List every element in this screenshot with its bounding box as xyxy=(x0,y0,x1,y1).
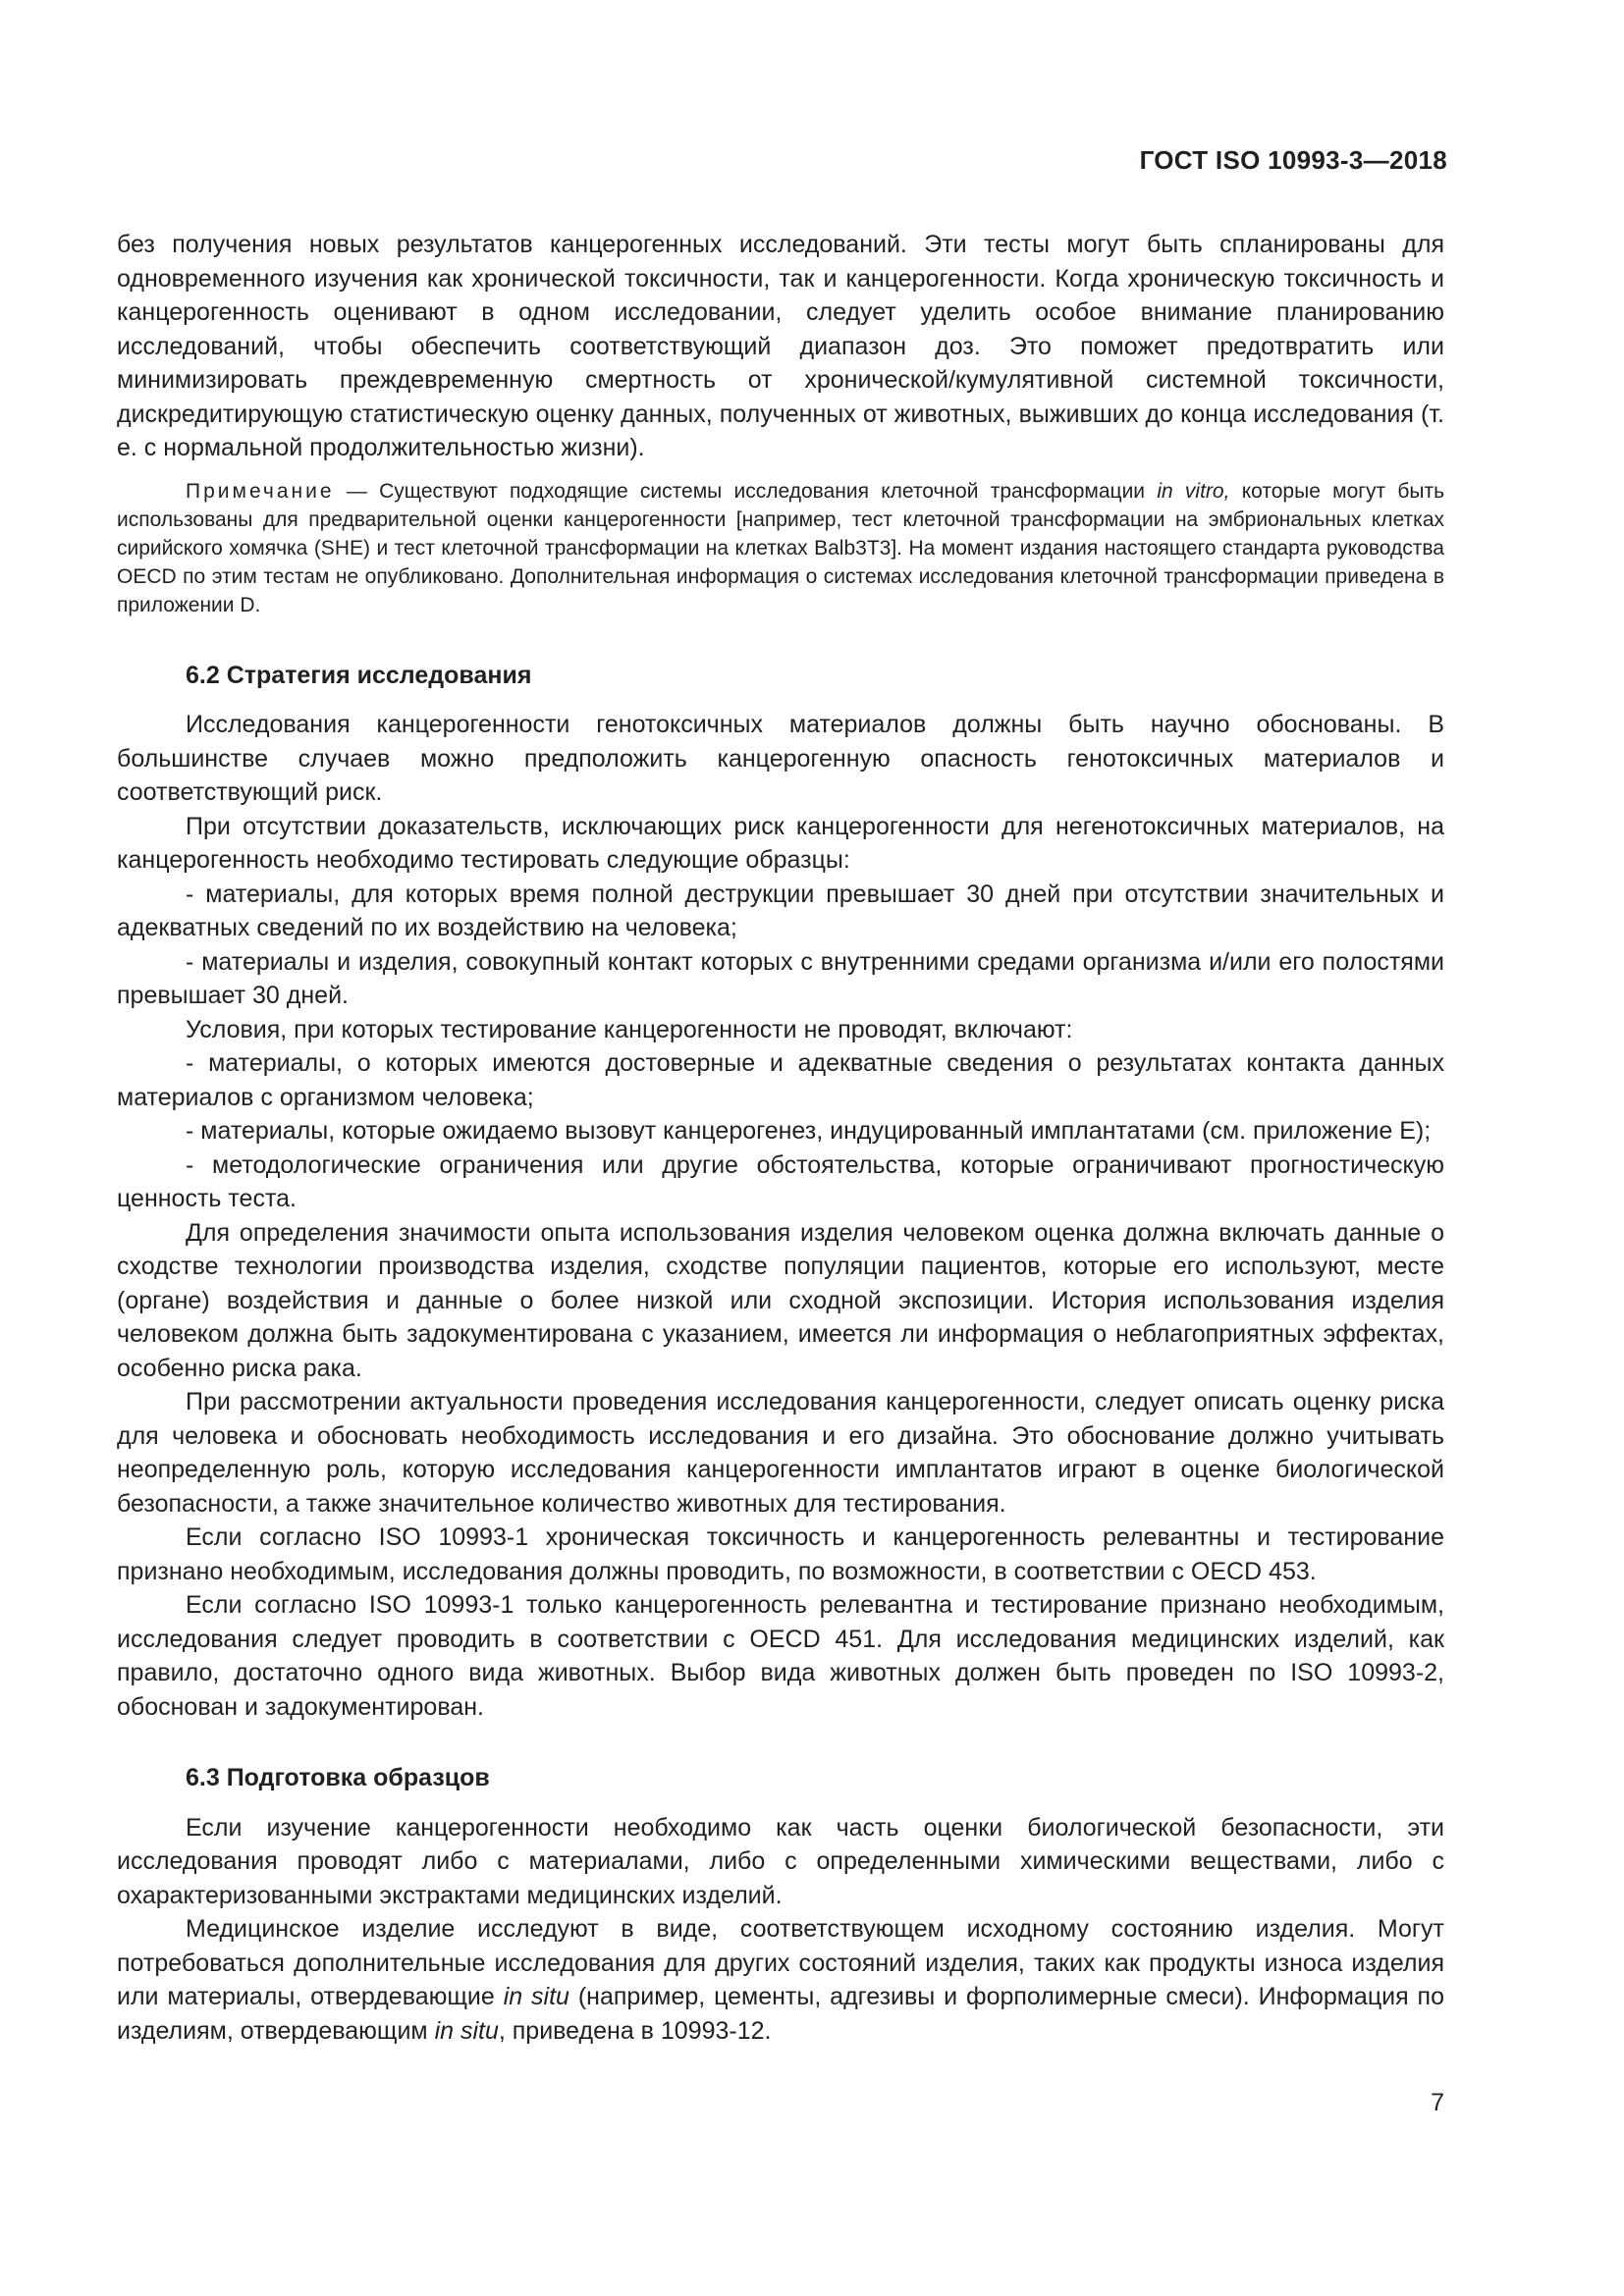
note-paragraph xyxy=(117,477,1444,619)
list-item: - материалы, о которых имеются достоверные и адекватные сведения о результатах контакта данных материалов с организмом человека; xyxy=(117,1049,1444,1111)
section-6-3-paragraph xyxy=(117,1912,1444,2048)
list-item: - методологические ограничения или другие обстоятельства, которые ограничивают прогностическую ценность теста. xyxy=(117,1150,1444,1212)
section-6-2-paragraph: Условия, при которых тестирование канцерогенности не проводят, включают: xyxy=(186,1015,1073,1043)
note-label: Примечание xyxy=(186,479,335,503)
italic-term: in situ xyxy=(434,2016,499,2045)
text-span: , приведена в 10993-12. xyxy=(498,2016,772,2045)
page-content xyxy=(117,228,1444,2048)
section-6-2-paragraph: Если согласно ISO 10993-1 хроническая токсичность и канцерогенность релевантны и тестирование признано необходимым, исследования должны проводить, по возможности, в соответствии с OECD 453. xyxy=(117,1523,1444,1585)
section-6-3-heading: 6.3 Подготовка образцов xyxy=(186,1764,490,1791)
section-6-2-paragraph: Исследования канцерогенности генотоксичных материалов должны быть научно обоснованы. В большинстве случаев можно предположить канцерогенную опасность генотоксичных материалов и соответствующий риск. xyxy=(117,711,1444,806)
section-6-2-paragraph: При отсутствии доказательств, исключающих риск канцерогенности для негенотоксичных материалов, на канцерогенность необходимо тестировать следующие образцы: xyxy=(117,812,1444,874)
italic-term: in situ xyxy=(503,1983,569,2010)
intro-paragraph: без получения новых результатов канцерогенных исследований. Эти тесты могут быть спланированы для одновременного изучения как хронической токсичности, так и канцерогенности. Когда хроническую токсичность и канцерогенность оценивают в одном исследовании, следует уделить особое внимание планированию исследований, чтобы обеспечить соответствующий диапазон доз. Это поможет предотвратить или минимизировать преждевременную смертность от хронической/кумулятивной системной токсичности, дискредитирующую статистическую оценку данных, полученных от животных, выживших до конца исследования (т. е. с нормальной продолжительностью жизни). xyxy=(117,231,1444,461)
document-header: ГОСТ ISO 10993-3—2018 xyxy=(1139,145,1447,175)
text-span: Медицинское изделие исследуют в виде, соответствующем исходному состоянию изделия. Могут потребоваться дополнительные исследования для других состояний изделия, таких как продукты износа изделия или материалы, отвердевающие xyxy=(117,1915,1444,2010)
text-span: (например, цементы, адгезивы и форполимерные смеси). Информация по изделиям, отвердевающим xyxy=(117,1983,1444,2045)
list-item: - материалы и изделия, совокупный контакт которых с внутренними средами организма и/или его полостями превышает 30 дней. xyxy=(117,947,1444,1009)
section-6-2-paragraph: При рассмотрении актуальности проведения исследования канцерогенности, следует описать оценку риска для человека и обосновать необходимость исследования и его дизайна. Это обоснование должно учитывать неопределенную роль, которую исследования канцерогенности имплантатов играют в оценке биологической безопасности, а также значительное количество животных для тестирования. xyxy=(117,1388,1444,1518)
section-6-2-paragraph: Если согласно ISO 10993-1 только канцерогенность релевантна и тестирование признано необходимым, исследования следует проводить в соответствии с OECD 451. Для исследования медицинских изделий, как правило, достаточно одного вида животных. Выбор вида животных должен быть проведен по ISO 10993-2, обоснован и задокументирован. xyxy=(117,1591,1444,1721)
note-text-1: — Существуют подходящие системы исследования клеточной трансформации xyxy=(334,479,1158,503)
section-6-2-heading: 6.2 Стратегия исследования xyxy=(186,661,532,689)
section-6-3-paragraph: Если изучение канцерогенности необходимо как часть оценки биологической безопасности, эти исследования проводят либо с материалами, либо с определенными химическими веществами, либо с охарактеризованными экстрактами медицинских изделий. xyxy=(117,1813,1444,1909)
page-number: 7 xyxy=(1431,2089,1444,2116)
section-6-2-paragraph: Для определения значимости опыта использования изделия человеком оценка должна включать данные о сходстве технологии производства изделия, сходстве популяции пациентов, которые его используют, месте (органе) воздействия и данные о более низкой или сходной экспозиции. История использования изделия человеком должна быть задокументирована с указанием, имеется ли информация о неблагоприятных эффектах, особенно риска рака. xyxy=(117,1218,1444,1382)
list-item: - материалы, для которых время полной деструкции превышает 30 дней при отсутствии значительных и адекватных сведений по их воздействию на человека; xyxy=(117,880,1444,941)
note-text-2: которые могут быть использованы для предварительной оценки канцерогенности [например, тест клеточной трансформации на эмбриональных клетках сирийского хомячка (SHE) и тест клеточной трансформации на клетках Balb3T3]. На момент издания настоящего стандарта руководства OECD по этим тестам не опубликовано. Дополнительная информация о системах исследования клеточной трансформации приведена в приложении D. xyxy=(117,479,1445,616)
note-italic: in vitro, xyxy=(1157,479,1230,503)
list-item: - материалы, которые ожидаемо вызовут канцерогенез, индуцированный имплантатами (см. приложение E); xyxy=(186,1117,1432,1145)
